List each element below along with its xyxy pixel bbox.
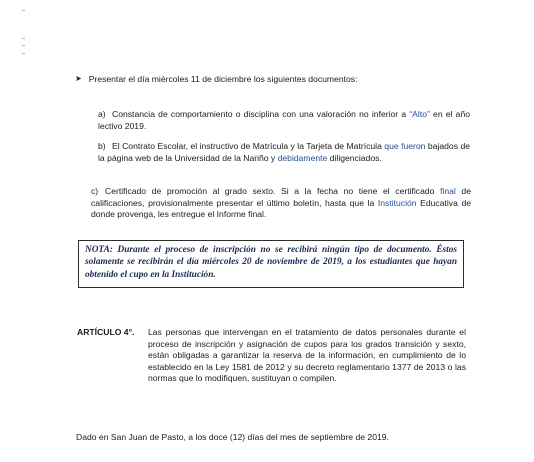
list-item-b: b) El Contrato Escolar, el instructivo de Matrícula y la Tarjeta de Matrícula que fueron bajados de la página web de la Universidad de la Nariño y debidamente diligenciados.: [98, 141, 471, 163]
list-item-a: a) Constancia de comportamiento o disciplina con una valoración no inferior a “Alto” en el año lectivo 2019.: [98, 109, 470, 131]
intro-text: Presentar el día miércoles 11 de diciembre los siguientes documentos:: [88, 74, 358, 84]
arrow-bullet-icon: ➤: [75, 74, 82, 83]
nota-box: NOTA: Durante el proceso de inscripción no se recibirá ningún tipo de documento. Éstos solamente se recibirán el día miércoles 20 de noviembre de 2019, a los estudiantes que hayan obtenido el cupo en la Institución.: [78, 240, 464, 288]
intro-bullet: [75, 73, 357, 85]
list-item-c: c) Certificado de promoción al grado sexto. Si a la fecha no tiene el certificado final de calificaciones, provisionalmente presentar el último boletín, hasta que la Institución Educativa de donde provenga, les entregue el Informe final.: [91, 186, 472, 220]
closing-line: Dado en San Juan de Pasto, a los doce (12) días del mes de septiembre de 2019.: [76, 432, 389, 442]
article-title: ARTÍCULO 4°.: [77, 327, 135, 337]
article-body: Las personas que intervengan en el tratamiento de datos personales durante el proceso de inscripción y asignación de cupos para los grados transición y sexto, están obligadas a garantizar la reserva de la información, en cumplimiento de lo establecido en la Ley 1581 de 2012 y su decreto reglamentario 1377 de 2013 o las normas que lo modifiquen, sustituyan o compilen.: [148, 327, 466, 384]
scan-margin-marks: [22, 10, 28, 60]
